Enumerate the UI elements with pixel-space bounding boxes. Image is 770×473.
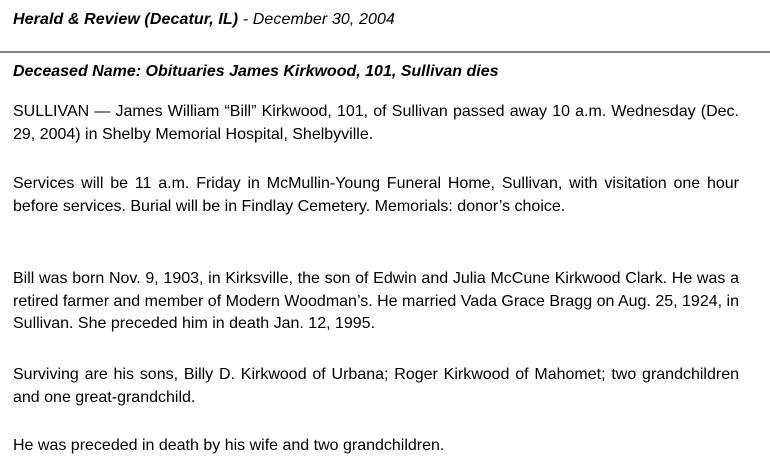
obituary-paragraph: Services will be 11 a.m. Friday in McMullin-Young Funeral Home, Sullivan, with visitation one hour before services. Burial will be in Findlay Cemetery. Memorials: donor’s choice. — [13, 175, 739, 215]
publication-header — [13, 11, 395, 29]
deceased-name-heading: Deceased Name: Obituaries James Kirkwood, 101, Sullivan dies — [13, 63, 499, 80]
obituary-paragraph: Bill was born Nov. 9, 1903, in Kirksville, the son of Edwin and Julia McCune Kirkwood Clark. He was a retired farmer and member of Modern Woodman’s. He married Vada Grace Bragg on Aug. 25, 1924, in Sullivan. She preceded him in death Jan. 12, 1995. — [13, 270, 739, 332]
publication-date: - December 30, 2004 — [238, 11, 395, 28]
obituary-paragraph: SULLIVAN — James William “Bill” Kirkwood, 101, of Sullivan passed away 10 a.m. Wednesday (Dec. 29, 2004) in Shelby Memorial Hospital, Shelbyville. — [13, 103, 739, 143]
obituary-paragraph: Surviving are his sons, Billy D. Kirkwood of Urbana; Roger Kirkwood of Mahomet; two grandchildren and one great-grandchild. — [13, 366, 739, 406]
publication-source: Herald & Review (Decatur, IL) — [13, 11, 239, 28]
header-divider — [0, 51, 770, 53]
obituary-paragraph: He was preceded in death by his wife and two grandchildren. — [13, 437, 445, 454]
